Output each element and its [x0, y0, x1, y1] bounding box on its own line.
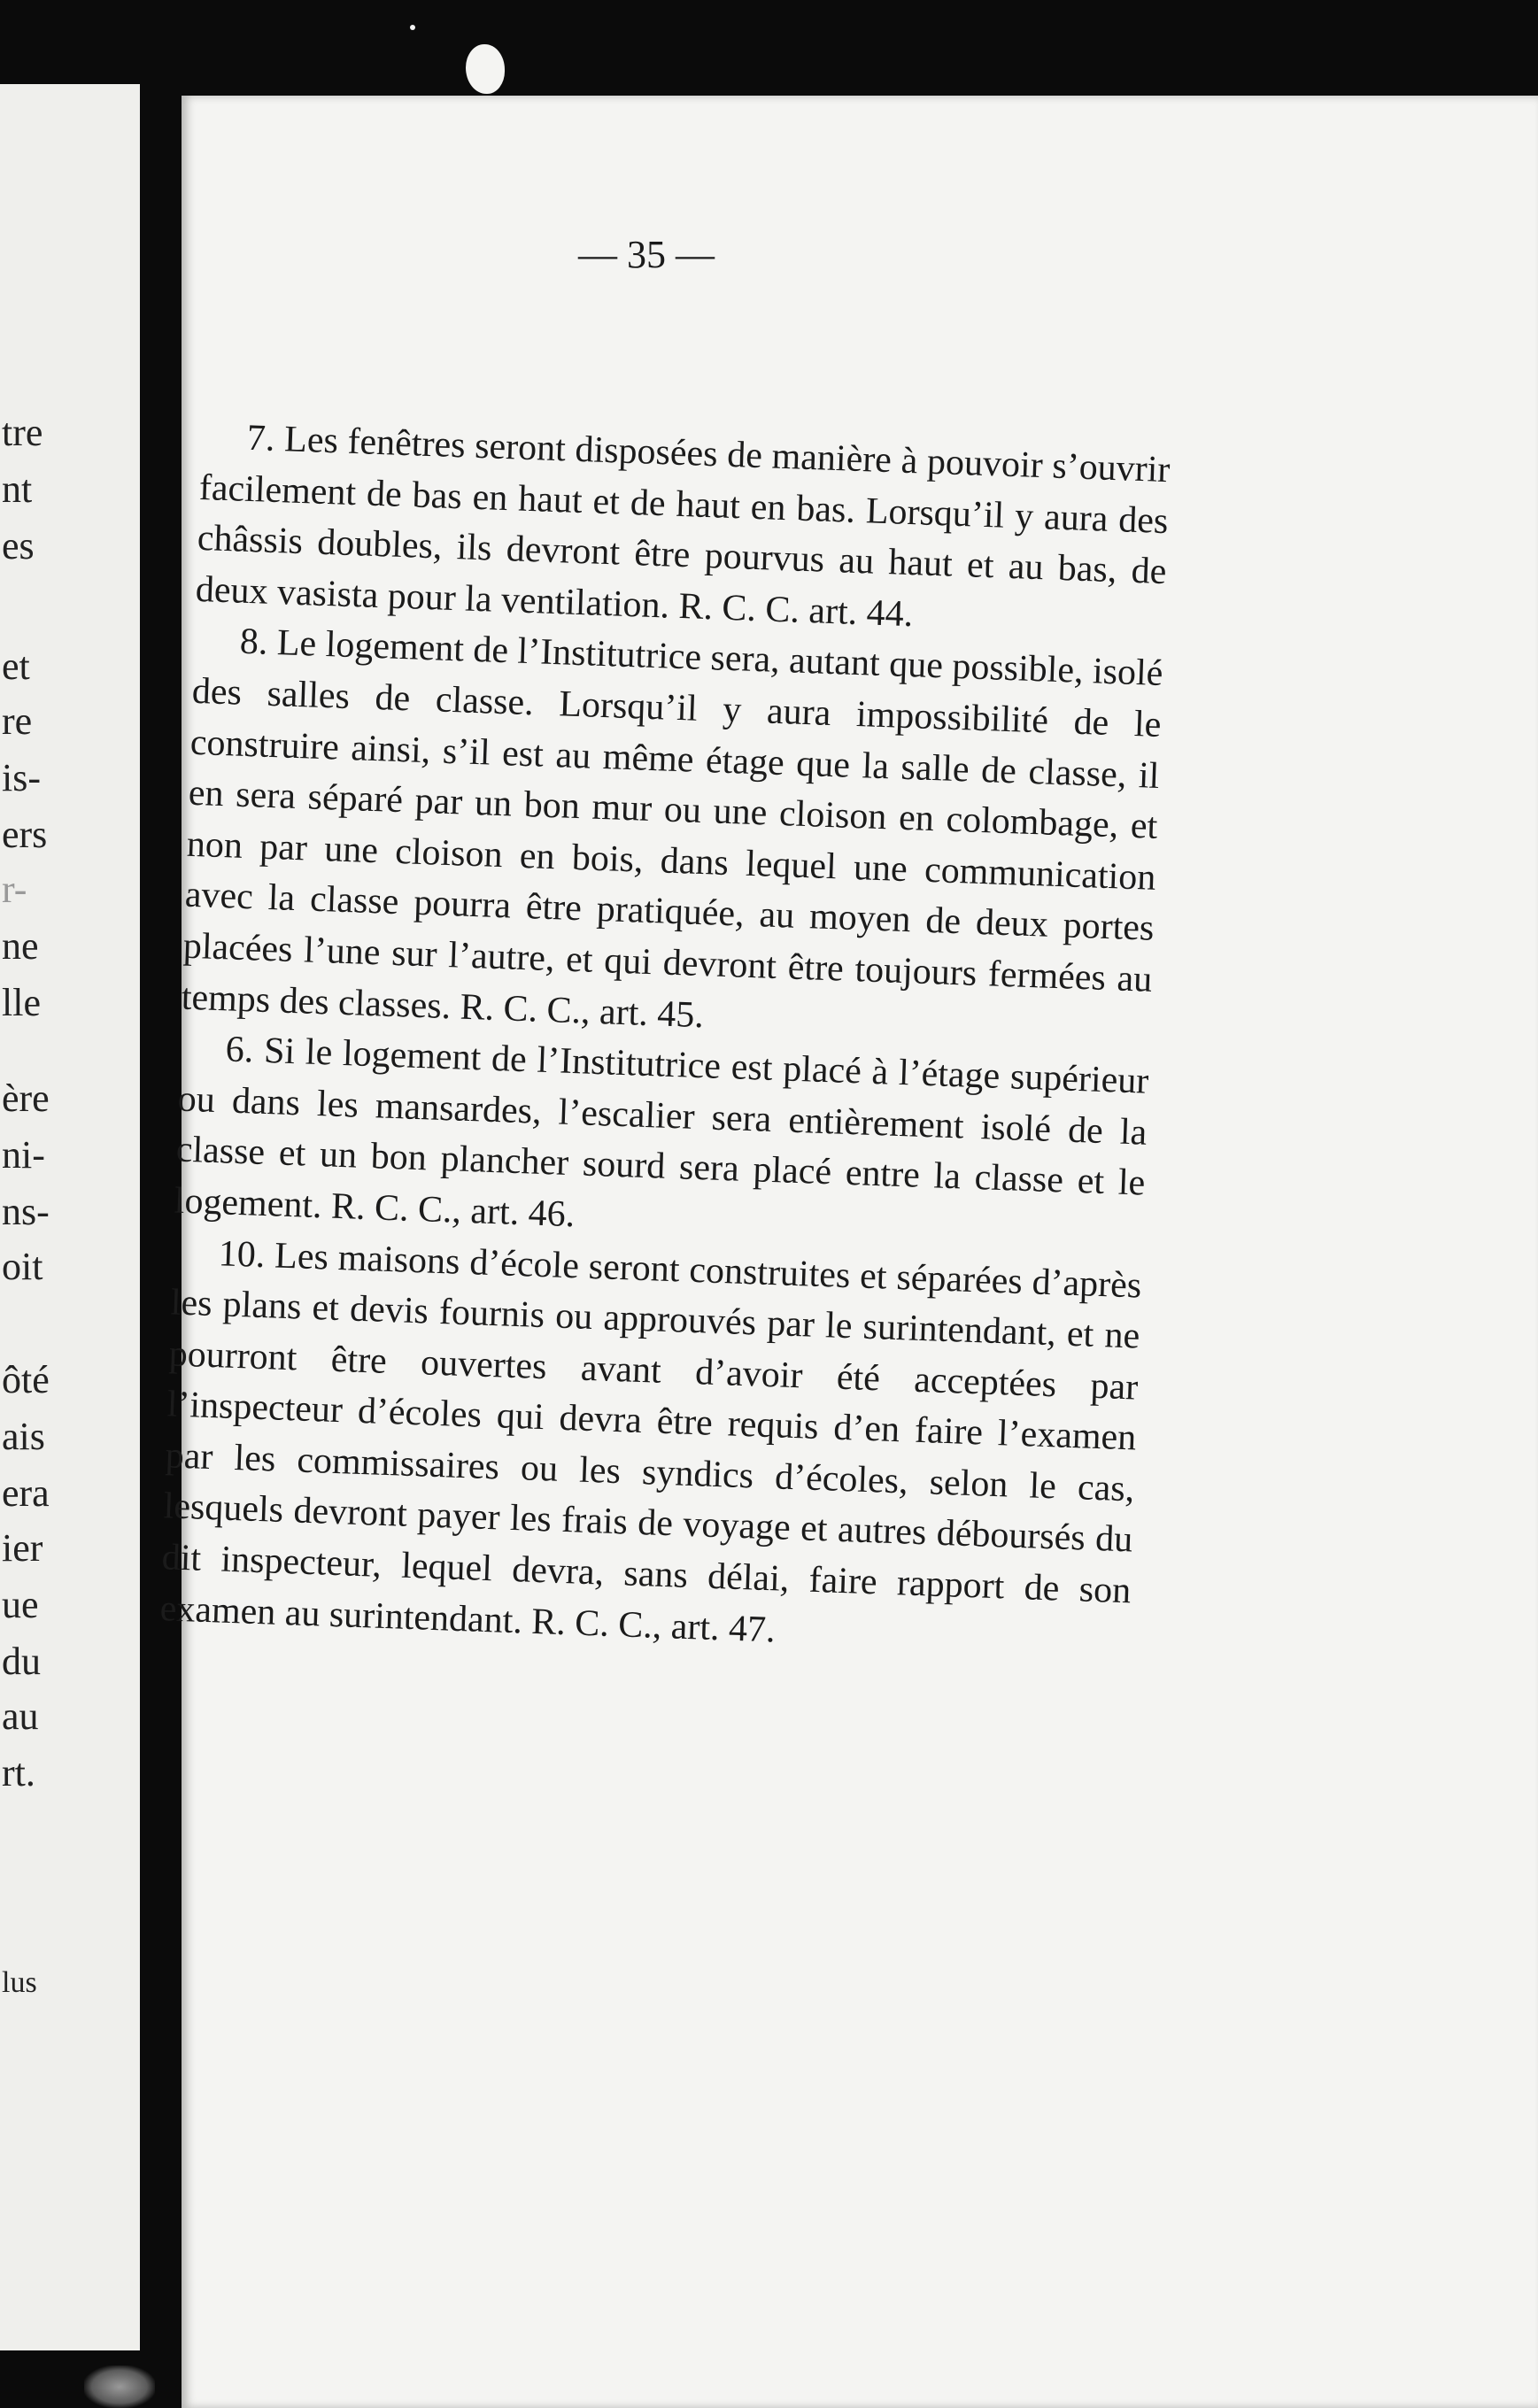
facing-page-fragment: ier [2, 1526, 43, 1570]
facing-page-fragment: nt [2, 467, 33, 511]
facing-page-fragment: re [2, 699, 33, 743]
facing-page-fragment: is- [2, 756, 41, 799]
scan-speck [410, 25, 415, 30]
facing-page-fragment: au [2, 1694, 39, 1738]
facing-page-fragment: et [2, 644, 30, 688]
facing-page-fragment: lle [2, 981, 41, 1024]
facing-page-fragment: lus [2, 1966, 37, 1999]
facing-page-fragment: du [2, 1640, 41, 1683]
scan-smudge [84, 2366, 155, 2408]
facing-page-fragment: ers [2, 813, 48, 856]
facing-page-left [0, 84, 140, 2350]
article-paragraph: 8. Le logement de l’Institutrice sera, autant que possible, isolé des salles de classe. Lorsqu’il y aura impossibilité de le construire ainsi, s’il est au même étage que la salle de classe, il en sera séparé par un bon mur ou une cloison en colombage, et non par une cloison en bois, dans lequel une communication avec la classe pourra être pratiquée, au moyen de deux portes placées l’une sur l’autre, et qui devront être toujours fermées au temps des classes. R. C. C., art. 45. [181, 621, 1164, 1036]
facing-page-fragment: rt. [2, 1751, 35, 1794]
page-body [159, 412, 1171, 1669]
facing-page-fragment: era [2, 1471, 50, 1515]
binding-hole [466, 44, 505, 94]
facing-page-fragment: ni- [2, 1133, 45, 1177]
facing-page-fragment: es [2, 524, 35, 567]
article-paragraph: 6. Si le logement de l’Institutrice est placé à l’étage supérieur ou dans les mansardes, l’escalier sera entièrement isolé de la classe et un bon plancher sourd sera placé entre la classe et le logement. R. C. C., art. 46. [174, 1029, 1150, 1236]
facing-page-fragment: ais [2, 1415, 45, 1458]
facing-page-fragment: r- [2, 868, 27, 911]
facing-page-fragment: ns- [2, 1190, 50, 1233]
facing-page-fragment: ue [2, 1583, 39, 1626]
article-paragraph: 7. Les fenêtres seront disposées de manière à pouvoir s’ouvrir facilement de bas en haut et de haut en bas. Lorsqu’il y aura des châssis doubles, ils devront être pourvus au haut et au bas, de deux vasista pour la ventilation. R. C. C. art. 44. [195, 417, 1171, 635]
facing-page-fragment: ère [2, 1077, 50, 1120]
facing-page-fragment: oit [2, 1245, 43, 1288]
article-paragraph: 10. Les maisons d’école seront construites et séparées d’après les plans et devis fournis ou approuvés par le surintendant, et ne pourront être ouvertes avant d’avoir été acceptées par l’inspecteur d’écoles qui devra être requis d’en faire l’examen par les commissaires ou les syndics d’écoles, selon le cas, lesquels devront payer les frais de voyage et autres déboursés du dit inspecteur, lequel devra, sans délai, faire rapport de son examen au surintendant. R. C. C., art. 47. [158, 1232, 1142, 1651]
facing-page-fragment: ne [2, 924, 39, 968]
facing-page-fragment: tre [2, 411, 43, 454]
page-number: — 35 — [578, 233, 715, 276]
facing-page-fragment: ôté [2, 1358, 50, 1401]
